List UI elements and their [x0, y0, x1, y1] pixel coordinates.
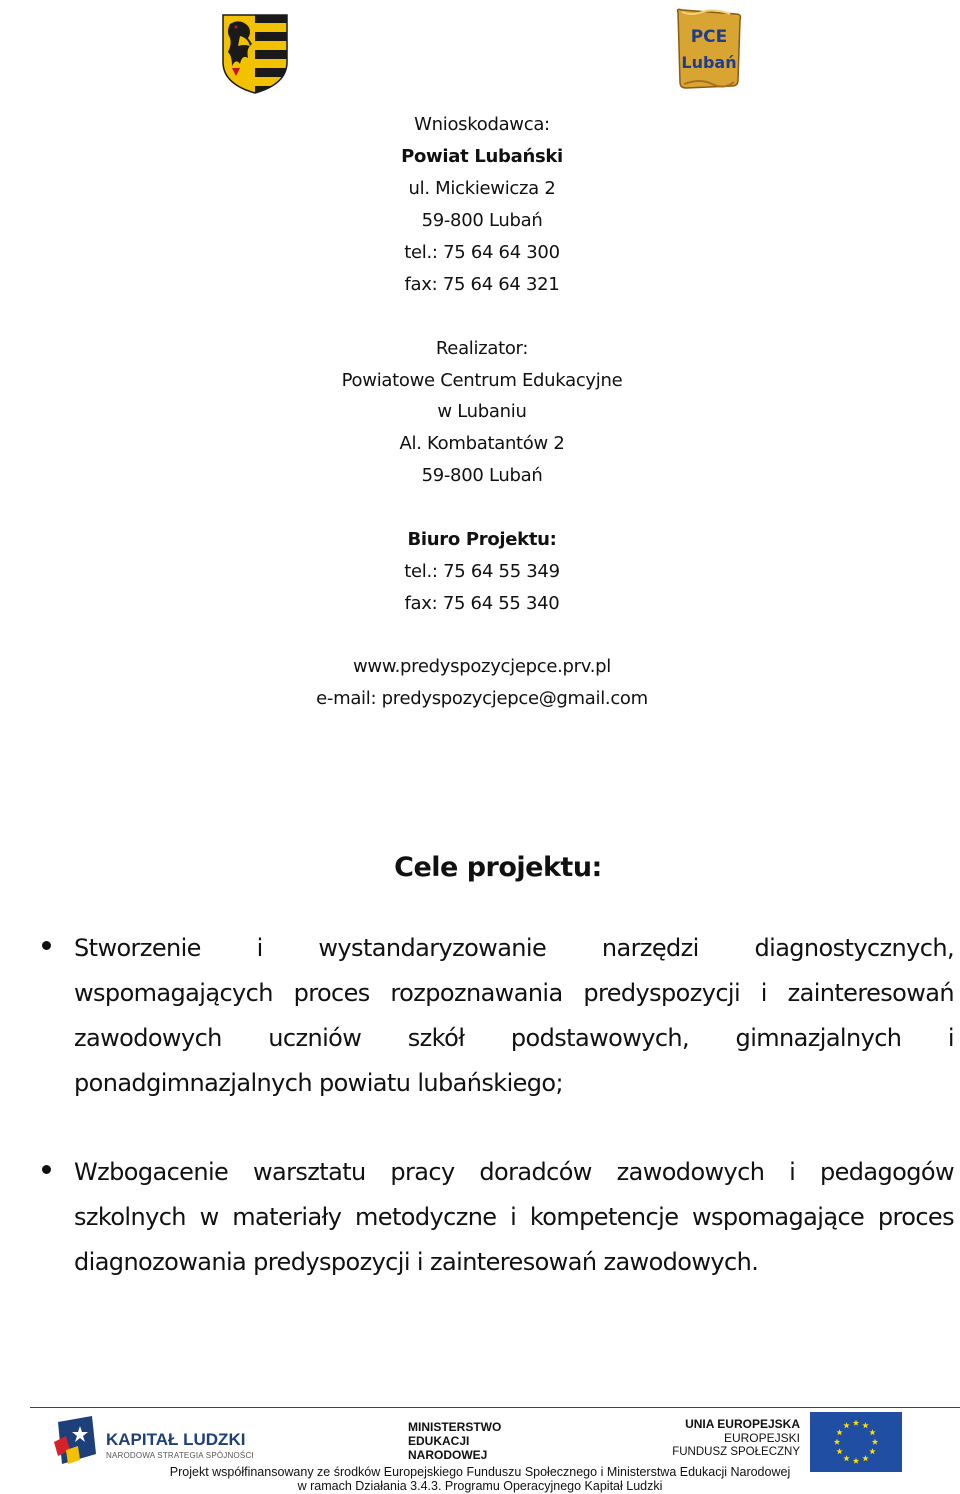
eu-union-label: UNIA EUROPEJSKA: [685, 1417, 800, 1431]
ministry-name: [408, 1420, 501, 1462]
footer-cofinancing-note: Projekt współfinansowany ze środków Europejskiego Funduszu Społecznego i Ministerstwa Edukacji Narodowej: [169, 1465, 791, 1479]
applicant-tel: tel.: 75 64 64 300: [404, 242, 560, 263]
kapital-ludzki-title: KAPITAŁ LUDZKI: [106, 1430, 246, 1449]
applicant-street: ul. Mickiewicza 2: [408, 178, 556, 199]
footer-divider: [30, 1407, 960, 1408]
pce-logo-text-top: PCE: [690, 27, 728, 47]
bullet-icon: [42, 1165, 51, 1174]
ministry-line: EDUKACJI: [408, 1434, 470, 1448]
applicant-fax: fax: 75 64 64 321: [404, 274, 560, 295]
eu-fund-label-cont: FUNDUSZ SPOŁECZNY: [672, 1446, 800, 1458]
project-office-fax: fax: 75 64 55 340: [404, 593, 560, 614]
goal-text: Wzbogacenie warsztatu pracy doradców zawodowych i pedagogów szkolnych w materiały metodyczne i kompetencje wspomagające proces diagnozowania predyspozycji i zainteresowań zawodowych.: [74, 1158, 954, 1276]
implementer-street: Al. Kombatantów 2: [399, 433, 565, 454]
pce-logo-text-bottom: Lubań: [681, 53, 737, 72]
implementer-city: 59-800 Lubań: [421, 465, 543, 486]
kapital-ludzki-subtitle: NARODOWA STRATEGIA SPÓJNOŚCI: [106, 1451, 254, 1460]
coat-of-arms-logo: [222, 14, 288, 94]
ministry-logo: [408, 1418, 538, 1466]
email-link[interactable]: e-mail: predyspozycjepce@gmail.com: [316, 688, 648, 709]
implementer-name: Powiatowe Centrum Edukacyjne: [341, 370, 623, 391]
pce-luban-logo: [672, 6, 746, 94]
project-office-label: Biuro Projektu:: [407, 529, 557, 550]
implementer-label: Realizator:: [435, 338, 529, 359]
applicant-label: Wnioskodawca:: [414, 114, 550, 135]
applicant-city: 59-800 Lubań: [421, 210, 543, 231]
eu-text: [666, 1417, 800, 1459]
bullet-icon: [42, 941, 51, 950]
kapital-ludzki-logo: [52, 1414, 252, 1472]
footer-program-note: w ramach Działania 3.4.3. Programu Operacyjnego Kapitał Ludzki: [297, 1479, 663, 1493]
applicant-name: Powiat Lubański: [401, 146, 563, 167]
implementer-name-cont: w Lubaniu: [437, 401, 527, 422]
goal-item: [74, 1150, 954, 1285]
website-link[interactable]: www.predyspozycjepce.prv.pl: [353, 656, 611, 677]
project-office-tel: tel.: 75 64 55 349: [404, 561, 560, 582]
kapital-ludzki-icon: [52, 1414, 102, 1472]
goal-text: Stworzenie i wystandaryzowanie narzędzi diagnostycznych, wspomagających proces rozpoznawania predyspozycji i zainteresowań zawodowych uczniów szkół podstawowych, gimnazjalnych i ponadgimnazjalnych powiatu lubańskiego;: [74, 934, 954, 1097]
ministry-line: MINISTERSTWO: [408, 1420, 502, 1434]
eu-flag-icon: [810, 1412, 902, 1472]
goal-item: [74, 926, 954, 1106]
goals-title: Cele projektu:: [394, 852, 602, 883]
eu-fund-label: EUROPEJSKI: [723, 1431, 800, 1445]
ministry-line: NARODOWEJ: [408, 1448, 488, 1462]
